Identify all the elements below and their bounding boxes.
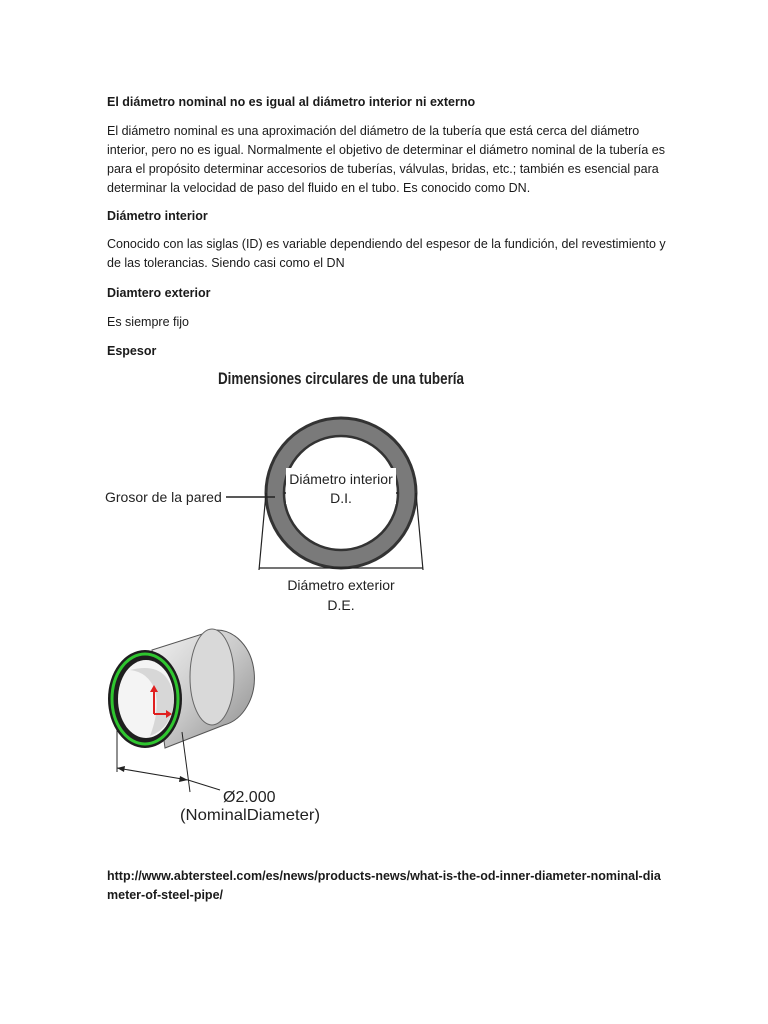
paragraph-inner-diameter: Conocido con las siglas (ID) es variable dependiendo del espesor de la fundición, del revestimiento y de las tolerancias. Siendo casi como el DN	[107, 237, 666, 270]
heading-thickness: Espesor	[107, 344, 157, 358]
paragraph-nominal-diameter: El diámetro nominal es una aproximación del diámetro de la tubería que está cerca del diámetro interior, pero no es igual. Normalmente el objetivo de determinar el diámetro nominal de la tubería es para el propósito determinar accesorios de tuberías, válvulas, bridas, etc.; también es esencial para determinar la velocidad de paso del fluido en el tubo. Es conocido como DN.	[107, 124, 665, 195]
pipe-3d-figure	[100, 630, 340, 830]
outer-diameter-abbr: D.E.	[327, 597, 355, 613]
inner-diameter-label: Diámetro interior	[289, 471, 393, 487]
outer-extension-left	[259, 493, 266, 570]
heading-inner-diameter: Diámetro interior	[107, 209, 208, 223]
paragraph-outer-diameter: Es siempre fijo	[107, 315, 189, 329]
dimension-leader	[188, 780, 220, 790]
dimension-value: Ø2.000	[223, 789, 276, 806]
figure-title: Dimensiones circulares de una tubería	[218, 369, 465, 388]
heading-outer-diameter: Diamtero exterior	[107, 286, 211, 300]
pipe-cross-section-figure	[100, 362, 480, 622]
outer-diameter-label: Diámetro exterior	[287, 577, 395, 593]
dimension-line	[117, 768, 188, 780]
dimension-arrow-right-icon	[179, 776, 188, 782]
heading-nominal-diameter: El diámetro nominal no es igual al diámetro interior ni externo	[107, 95, 476, 109]
pipe-back-rim	[190, 629, 234, 725]
outer-extension-right	[416, 493, 423, 570]
wall-thickness-label: Grosor de la pared	[105, 489, 222, 505]
inner-diameter-abbr: D.I.	[330, 490, 352, 506]
dimension-arrow-left-icon	[117, 766, 125, 772]
dimension-extension-right	[182, 732, 190, 792]
dimension-note: (NominalDiameter)	[180, 807, 320, 824]
source-link[interactable]: http://www.abtersteel.com/es/news/products-news/what-is-the-od-inner-diameter-nominal-diameter-of-steel-pipe/	[107, 869, 661, 902]
